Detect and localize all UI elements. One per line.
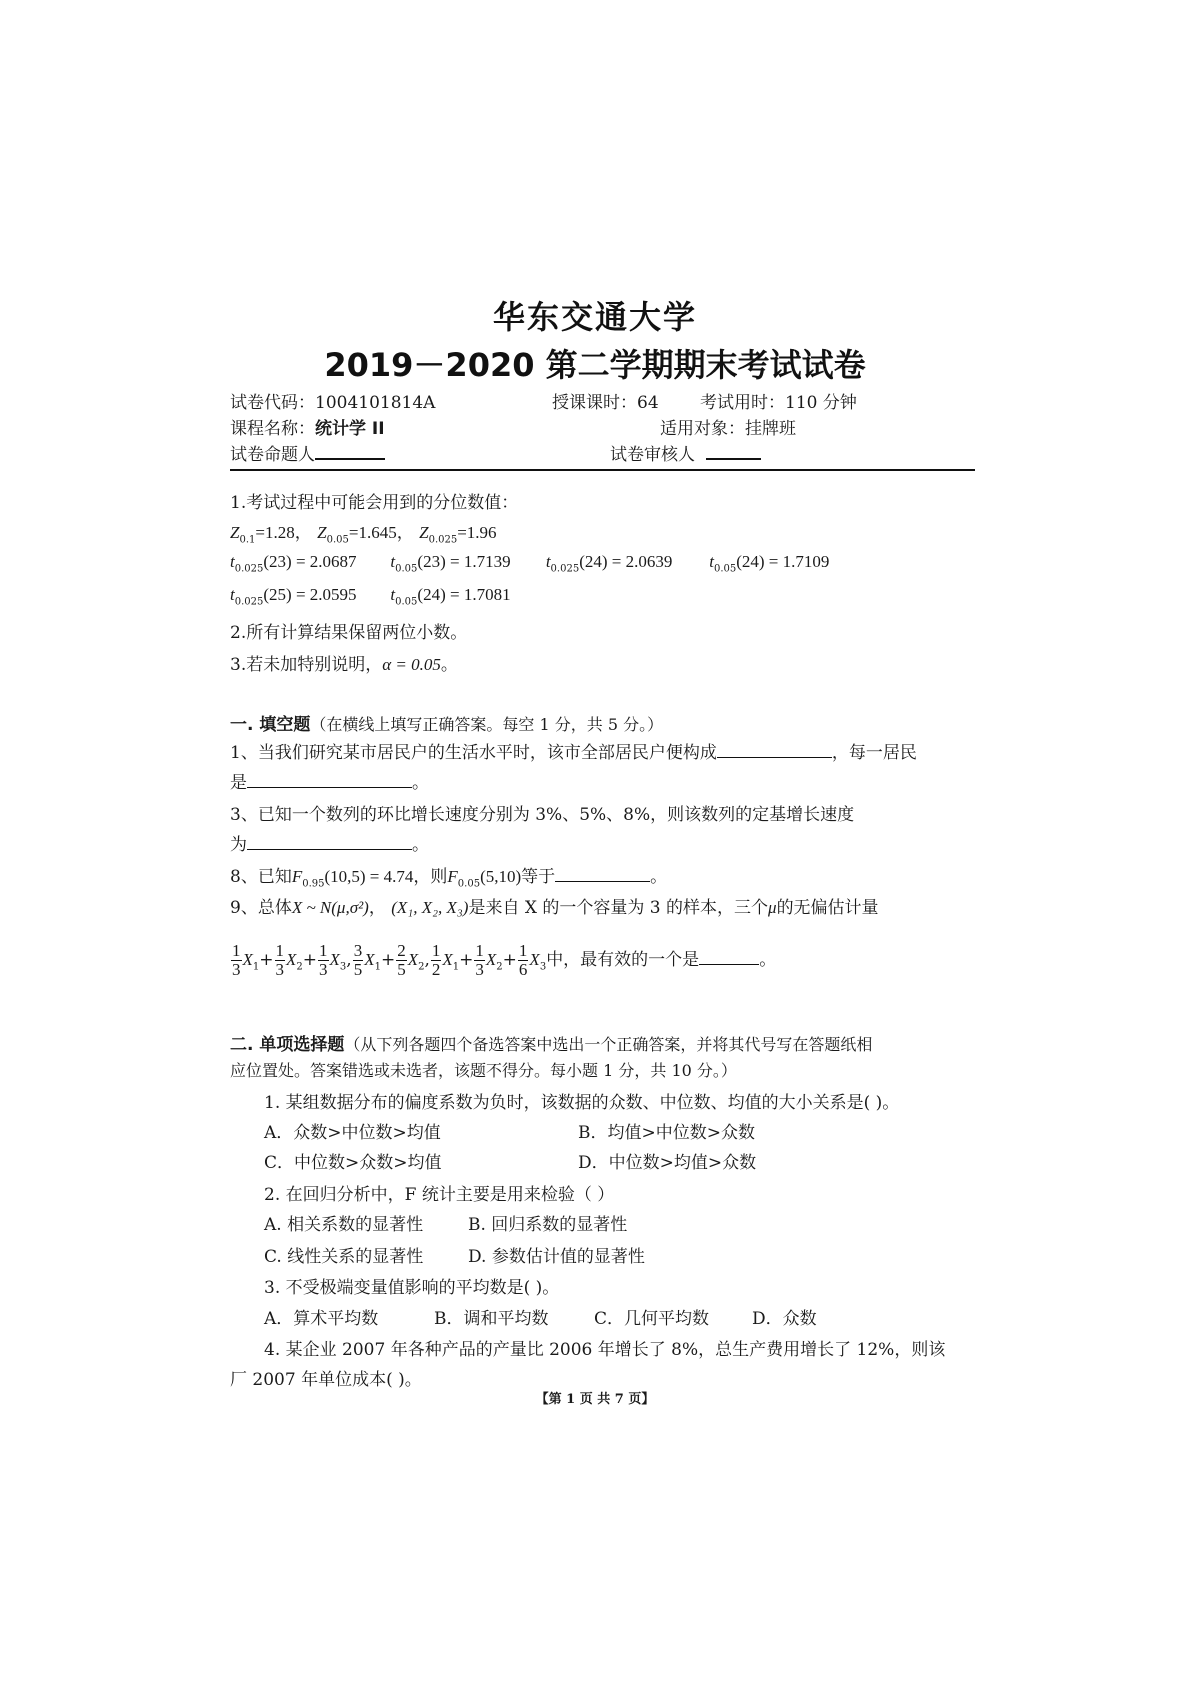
audience: 适用对象：挂牌班 bbox=[660, 419, 796, 439]
s1-q3-line1: 3、已知一个数列的环比增长速度分别为 3%、5%、8%，则该数列的定基增长速度 bbox=[230, 805, 855, 825]
course-name: 统计学 II bbox=[315, 419, 385, 439]
s1-q3-line2: 为 。 bbox=[230, 835, 429, 855]
page-footer: 【第 1 页 共 7 页】 bbox=[535, 1392, 655, 1407]
reviewer-label: 试卷审核人 bbox=[610, 445, 695, 465]
s2-q4-line2: 厂 2007 年单位成本( )。 bbox=[230, 1370, 422, 1390]
s2-q3: 3. 不受极端变量值影响的平均数是( )。 bbox=[264, 1278, 560, 1298]
t-values-row-2: $t_{0.025}(25) = 2.0595$ $t_{0.05}(24) = 1.7081$ bbox=[230, 585, 511, 608]
section-1-heading: 一. 填空题（在横线上填写正确答案。每空 1 分，共 5 分。） bbox=[230, 715, 664, 735]
note-3: 3.若未加特别说明，α = 0.05。 bbox=[230, 655, 458, 675]
z-values: $Z_{0.1}=1.28$， $Z_{0.05}=1.645$， $Z_{0.025}=1.96$ bbox=[230, 523, 497, 546]
exam-duration: 考试用时：110 分钟 bbox=[700, 393, 857, 413]
s2-q3-option-d: D．众数 bbox=[752, 1309, 817, 1329]
s2-q4-line1: 4. 某企业 2007 年各种产品的产量比 2006 年增长了 8%，总生产费用增长了 12%，则该 bbox=[264, 1340, 946, 1360]
note-2: 2.所有计算结果保留两位小数。 bbox=[230, 623, 468, 643]
s1-q8: 8、已知$F_{0.95}(10,5) = 4.74$，则$F_{0.05}(5,10)$等于 。 bbox=[230, 867, 668, 890]
author-blank bbox=[315, 444, 385, 460]
section-2-instruction: 应位置处。答案错选或未选者，该题不得分。每小题 1 分，共 10 分。） bbox=[230, 1061, 737, 1080]
reviewer-row bbox=[610, 440, 761, 465]
s1-q9-line2: $\frac{1}{3}$ $X_1+$ $\frac{1}{3}$ $X_2+$ $\frac{1}{3}$ $X_3$, $\frac{3}{5}$ $X_1+$ $\frac{2}{5}$ $X_2$, $\frac{1}{2}$ $X_1+$ $\frac{1}{3}$ $X_2+$ $\frac{1}{6}$ $X_3$中，最有效的一个是 。 bbox=[232, 941, 777, 979]
s1-q1-line1: 1、当我们研究某市居民户的生活水平时，该市全部居民户便构成 ，每一居民 bbox=[230, 743, 917, 763]
s2-q1-option-b: B．均值>中位数>众数 bbox=[578, 1123, 755, 1143]
s1-q9-line1: 9、总体X ~ N(μ,σ²)， (X₁, X₂, X₃)是来自 X 的一个容量为 3 的样本，三个μ的无偏估计量 bbox=[230, 898, 879, 918]
s2-q1-option-d: D．中位数>均值>众数 bbox=[578, 1153, 757, 1173]
s2-q1-option-a: A．众数>中位数>均值 bbox=[264, 1123, 441, 1143]
note-1: 1.考试过程中可能会用到的分位数值： bbox=[230, 493, 519, 513]
answer-blank[interactable] bbox=[247, 833, 412, 850]
reviewer-blank bbox=[706, 444, 761, 460]
s2-q1: 1. 某组数据分布的偏度系数为负时，该数据的众数、中位数、均值的大小关系是( )。 bbox=[264, 1093, 900, 1113]
answer-blank[interactable] bbox=[247, 771, 412, 788]
section-2-heading: 二. 单项选择题（从下列各题四个备选答案中选出一个正确答案，并将其代号写在答题纸相 bbox=[230, 1035, 873, 1055]
answer-blank[interactable] bbox=[717, 741, 832, 758]
s2-q2-option-b: B. 回归系数的显著性 bbox=[468, 1215, 628, 1235]
s2-q3-option-b: B．调和平均数 bbox=[434, 1309, 549, 1329]
s2-q2-option-c: C. 线性关系的显著性 bbox=[264, 1247, 424, 1267]
university-title: 华东交通大学 bbox=[492, 298, 697, 336]
course-label: 课程名称： bbox=[230, 419, 315, 439]
s2-q3-option-c: C．几何平均数 bbox=[594, 1309, 710, 1329]
author-label: 试卷命题人 bbox=[230, 445, 315, 465]
s1-q1-line2: 是 。 bbox=[230, 773, 429, 793]
answer-blank[interactable] bbox=[699, 948, 759, 965]
answer-blank[interactable] bbox=[555, 865, 650, 882]
author-row bbox=[230, 440, 385, 465]
paper-code: 试卷代码：1004101814A bbox=[230, 393, 436, 413]
s2-q2-option-a: A. 相关系数的显著性 bbox=[264, 1215, 424, 1235]
s2-q2: 2. 在回归分析中，F 统计主要是用来检验（ ） bbox=[264, 1185, 615, 1205]
teaching-hours: 授课课时：64 bbox=[552, 393, 659, 413]
t-values-row-1: $t_{0.025}(23) = 2.0687$ $t_{0.05}(23) = 1.7139$ $t_{0.025}(24) = 2.0639$ $t_{0.05}(24) = 1.7109$ bbox=[230, 552, 830, 575]
s2-q2-option-d: D. 参数估计值的显著性 bbox=[468, 1247, 645, 1267]
s2-q3-option-a: A．算术平均数 bbox=[264, 1309, 379, 1329]
course-row bbox=[230, 414, 385, 439]
exam-title: 2019－2020 第二学期期末考试试卷 bbox=[324, 346, 866, 384]
s2-q1-option-c: C．中位数>众数>均值 bbox=[264, 1153, 442, 1173]
header-divider bbox=[230, 469, 975, 471]
